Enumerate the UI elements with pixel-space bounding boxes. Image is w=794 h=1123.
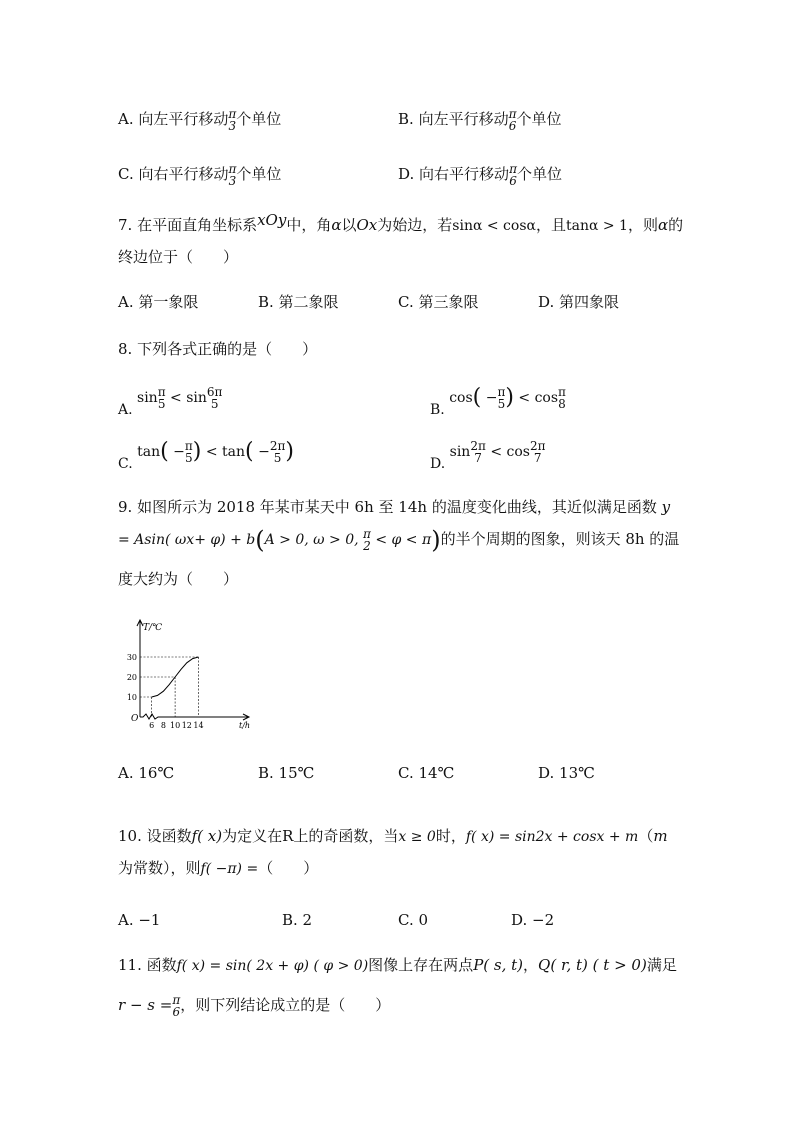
numerator: π	[509, 162, 517, 176]
text: 中，角	[286, 216, 332, 234]
y-tick-label: 30	[126, 653, 137, 662]
denominator: 5	[185, 451, 193, 465]
option-tail: 个单位	[236, 110, 282, 128]
fn-cos: cos	[534, 390, 559, 406]
denominator: 7	[474, 451, 482, 465]
less-than: <	[518, 390, 531, 406]
q8-option-d	[430, 439, 546, 472]
denominator: 6	[508, 119, 517, 133]
numerator: 2π	[470, 439, 486, 453]
q8-option-c: C. tan( − π 5 ) < tan( − 2π 5 )	[118, 439, 294, 472]
less-than: <	[490, 444, 503, 460]
text: ，	[523, 956, 539, 974]
math-f-neg-pi: f( −π) =	[200, 861, 259, 877]
q9-option-b: B. 15℃	[258, 764, 315, 782]
denominator: 5	[497, 397, 506, 411]
text: 为定义在R上的奇函数，当	[222, 827, 399, 845]
denominator: 3	[228, 174, 237, 188]
math-point-p: P( s, t)	[473, 956, 524, 974]
numerator: π	[363, 527, 371, 541]
text: 7. 在平面直角坐标系	[118, 216, 258, 234]
denominator: 5	[273, 451, 282, 465]
text: ，则下列结论成立的是（ ）	[180, 996, 391, 1014]
math-inequality: sinα < cosα	[452, 218, 536, 234]
less-than: <	[170, 390, 182, 406]
q6-option-d	[398, 163, 562, 187]
y-axis-label: T/℃	[143, 623, 163, 633]
less-than: <	[205, 444, 218, 460]
fraction	[185, 440, 193, 464]
x-tick-label: 6	[149, 721, 155, 730]
option-label: A.	[118, 402, 133, 418]
numerator: π	[228, 162, 237, 176]
numerator: 2π	[529, 439, 546, 453]
fraction	[270, 440, 286, 464]
text: 时，	[435, 827, 466, 845]
math-r-minus-s: r − s =	[118, 996, 173, 1014]
numerator: π	[508, 107, 517, 121]
q11-stem-line2	[118, 994, 390, 1018]
numerator: 2π	[269, 439, 286, 453]
fraction	[558, 386, 566, 410]
denominator: 5	[210, 397, 219, 411]
text: ，则	[627, 216, 658, 234]
fn-sin: sin	[137, 390, 158, 406]
math-alpha: α	[657, 216, 669, 234]
text: 11. 函数	[118, 956, 177, 974]
fn-tan: tan	[137, 444, 161, 460]
denominator: 8	[558, 397, 566, 411]
text: 满足	[646, 956, 677, 974]
q11-stem-line1	[118, 958, 677, 973]
x-tick-label: 12	[181, 721, 192, 730]
minus: −	[485, 390, 498, 406]
option-text: 向右平行移动	[138, 165, 229, 183]
denominator: 6	[172, 1005, 181, 1019]
numerator: π	[184, 439, 193, 453]
option-tail: 个单位	[516, 165, 562, 183]
text: 图像上存在两点	[368, 956, 474, 974]
q6-option-c	[118, 163, 281, 187]
text: （	[638, 827, 654, 845]
math-inequality: tanα > 1	[565, 218, 628, 234]
fn-cos: cos	[449, 390, 473, 406]
x-tick-label: 8	[160, 721, 166, 730]
q9-stem-line1	[118, 500, 670, 515]
math-function: f( x) = sin2x + cosx + m	[465, 829, 639, 845]
fraction	[363, 528, 371, 552]
math-condition: A > 0, ω > 0,	[264, 532, 359, 548]
q9-option-c: C. 14℃	[398, 764, 455, 782]
option-tail: 个单位	[516, 110, 562, 128]
denominator: 7	[533, 451, 542, 465]
option-label: D.	[398, 165, 415, 183]
option-tail: 个单位	[236, 165, 282, 183]
q9-option-a: A. 16℃	[118, 764, 175, 782]
q6-option-a	[118, 108, 281, 132]
option-label: D.	[430, 456, 446, 472]
numerator: π	[497, 385, 506, 399]
denominator: 2	[363, 539, 371, 553]
fraction	[470, 440, 486, 464]
fn-cos: cos	[506, 444, 530, 460]
numerator: 6π	[206, 385, 223, 399]
denominator: 5	[157, 397, 166, 411]
q8-option-a	[118, 385, 223, 418]
option-text: 向左平行移动	[418, 110, 509, 128]
q10-option-d: D. −2	[511, 911, 555, 929]
q7-option-d: D. 第四象限	[538, 293, 620, 311]
denominator: 6	[509, 174, 517, 188]
text: 的	[668, 216, 684, 234]
text: 以	[341, 216, 357, 234]
q7-option-c: C. 第三象限	[398, 293, 479, 311]
x-axis-label: t/h	[239, 721, 251, 730]
math-ox: Ox	[356, 216, 378, 234]
denominator: 3	[228, 119, 237, 133]
q7-stem-line1	[118, 211, 684, 234]
q9-stem-line3: 度大约为（ ）	[118, 570, 239, 588]
q8-option-b: B. cos( − π 5 ) < cos π 8	[430, 385, 566, 418]
q10-option-c: C. 0	[398, 911, 429, 929]
text: 的半个周期的图象，则该天 8h 的温	[440, 530, 680, 548]
numerator: π	[558, 385, 566, 399]
math-fx: f( x)	[191, 827, 223, 845]
minus: −	[258, 444, 270, 460]
fn-sin: sin	[186, 390, 207, 406]
q9-stem-line2: = Asin( ωx+ φ) + b(A > 0, ω > 0, π 2 < φ < π)的半个周期的图象，则该天 8h 的温	[118, 526, 680, 554]
math-condition: < φ < π	[375, 532, 432, 548]
q10-option-b: B. 2	[282, 911, 313, 929]
math-m: m	[653, 827, 668, 845]
numerator: π	[157, 385, 166, 399]
option-text: 向右平行移动	[419, 165, 510, 183]
q6-option-b	[398, 108, 562, 132]
math-condition: x ≥ 0	[398, 829, 436, 845]
text: （ ）	[258, 859, 319, 877]
fraction	[530, 440, 546, 464]
x-axis	[140, 714, 248, 719]
q7-option-a: A. 第一象限	[118, 293, 199, 311]
q10-option-a: A. −1	[118, 911, 161, 929]
q7-option-b: B. 第二象限	[258, 293, 339, 311]
math-function: = Asin( ωx+ φ) + b	[118, 532, 256, 548]
option-label: B.	[398, 110, 414, 128]
fn-sin: sin	[449, 444, 471, 460]
text: ，且	[535, 216, 566, 234]
math-alpha: α	[331, 216, 342, 234]
origin-label: O	[131, 714, 139, 724]
x-tick-label: 10	[170, 721, 181, 730]
q8-stem: 8. 下列各式正确的是（ ）	[118, 340, 318, 358]
math-point-q: Q( r, t) ( t > 0)	[538, 956, 647, 974]
y-tick-label: 10	[126, 693, 137, 702]
minus: −	[173, 444, 185, 460]
option-label: B.	[430, 402, 445, 418]
option-label: A.	[118, 110, 134, 128]
math-y: y	[661, 498, 671, 516]
numerator: π	[228, 107, 237, 121]
text: 为始边，若	[377, 216, 453, 234]
fraction	[207, 386, 223, 410]
q10-stem-line1	[118, 829, 668, 844]
y-tick-label: 20	[126, 673, 137, 682]
option-label: C.	[118, 165, 134, 183]
text: 9. 如图所示为 2018 年某市某天中 6h 至 14h 的温度变化曲线，其近似满足函数	[118, 498, 657, 516]
numerator: π	[172, 993, 181, 1007]
fraction	[509, 163, 517, 187]
text: 10. 设函数	[118, 827, 192, 845]
fn-tan: tan	[222, 444, 246, 460]
q9-option-d: D. 13℃	[538, 764, 595, 782]
x-tick-label: 14	[193, 721, 204, 730]
math-function: f( x) = sin( 2x + φ) ( φ > 0)	[176, 958, 369, 974]
q7-stem-line2: 终边位于（ ）	[118, 248, 239, 266]
q10-stem-line2	[118, 861, 318, 876]
text: 为常数），则	[118, 859, 201, 877]
option-text: 向左平行移动	[138, 110, 229, 128]
fraction	[158, 386, 166, 410]
temperature-chart	[118, 615, 258, 730]
math-xoy: xOy	[257, 211, 287, 229]
option-label: C.	[118, 456, 133, 472]
